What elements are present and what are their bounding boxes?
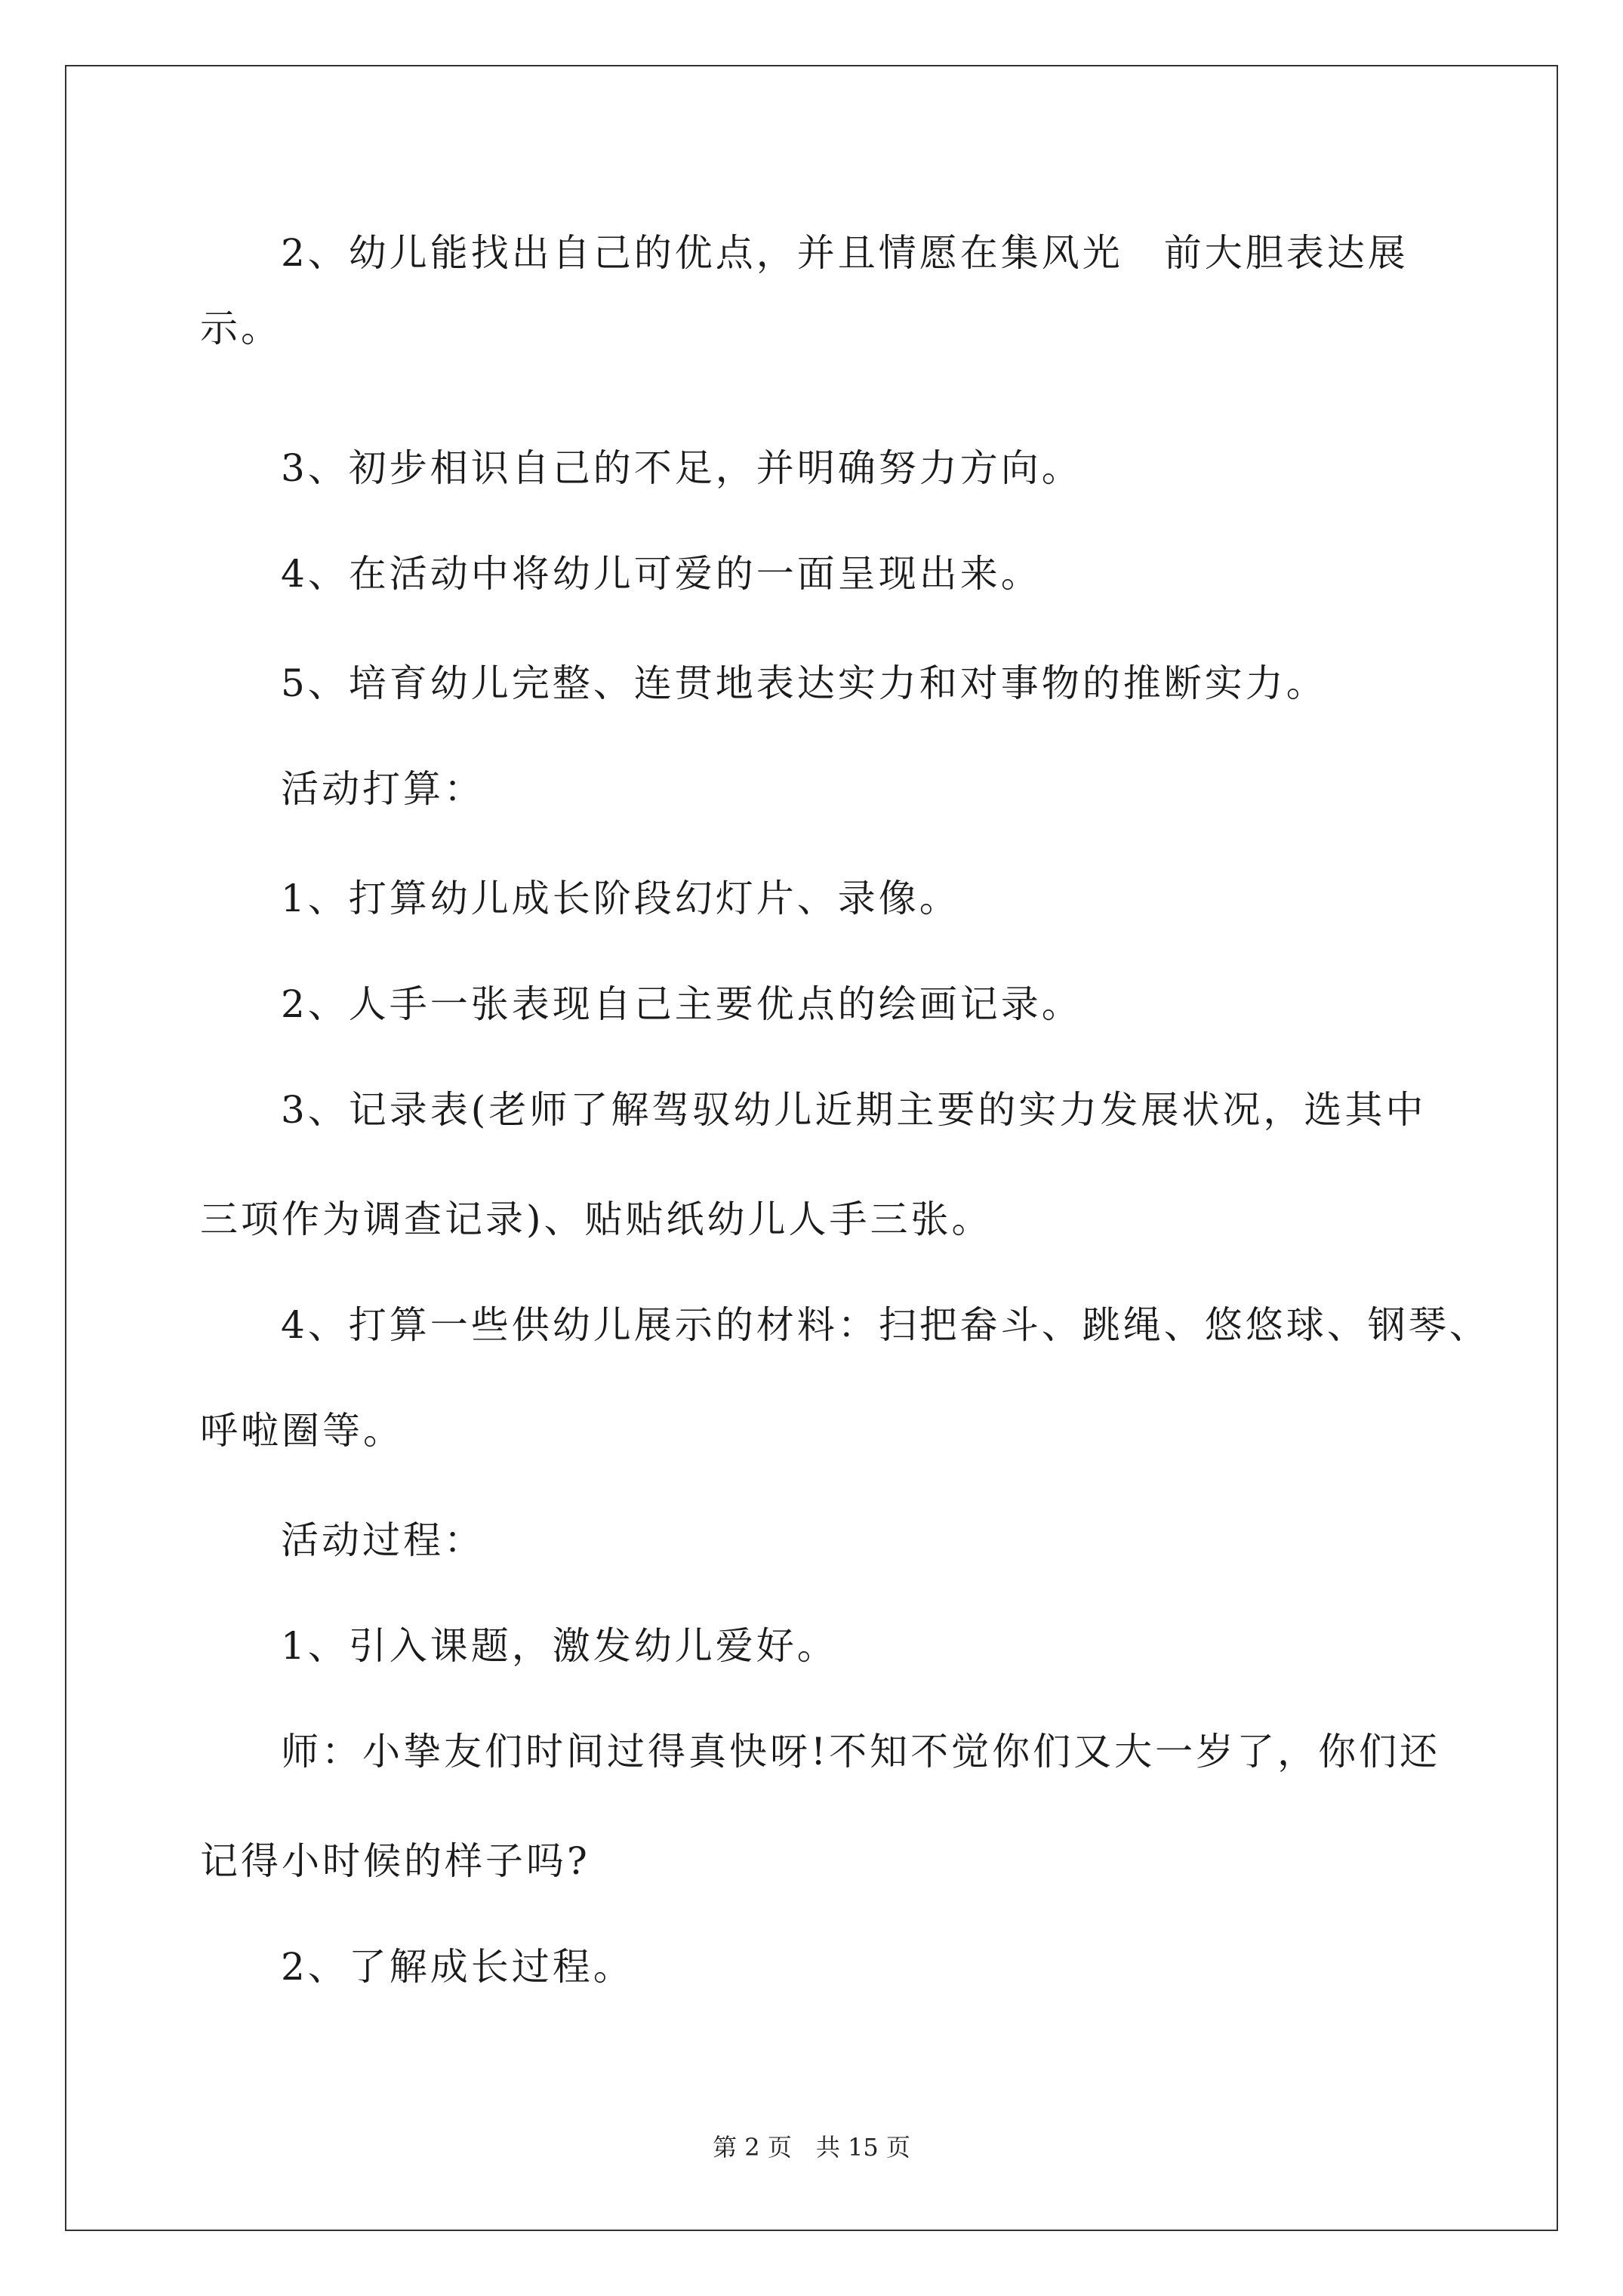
section-heading: 活动过程：	[281, 1518, 485, 1562]
paragraph-line: 4、打算一些供幼儿展示的材料：扫把畚斗、跳绳、悠悠球、钢琴、	[281, 1303, 1490, 1347]
paragraph-line: 4、在活动中将幼儿可爱的一面呈现出来。	[281, 552, 1042, 596]
paragraph-line: 2、了解成长过程。	[281, 1945, 634, 1989]
paragraph-line: 3、记录表(老师了解驾驭幼儿近期主要的实力发展状况，选其中	[281, 1088, 1427, 1132]
page-number: 第 2 页 共 15 页	[713, 2133, 910, 2162]
paragraph-line: 三项作为调查记录)、贴贴纸幼儿人手三张。	[200, 1197, 993, 1241]
paragraph-line: 记得小时候的样子吗?	[200, 1839, 590, 1883]
section-heading: 活动打算：	[281, 767, 485, 811]
paragraph-line: 师：小挚友们时间过得真快呀!不知不觉你们又大一岁了，你们还	[281, 1730, 1441, 1774]
paragraph-line: 呼啦圈等。	[200, 1409, 404, 1453]
paragraph-line: 5、培育幼儿完整、连贯地表达实力和对事物的推断实力。	[281, 661, 1327, 705]
paragraph-line: 2、幼儿能找出自己的优点，并且情愿在集风光 前大胆表达展	[281, 231, 1409, 275]
paragraph-line: 示。	[200, 307, 282, 350]
paragraph-line: 3、初步相识自己的不足，并明确努力方向。	[281, 446, 1083, 490]
paragraph-line: 2、人手一张表现自己主要优点的绘画记录。	[281, 982, 1083, 1026]
paragraph-line: 1、引入课题，激发幼儿爱好。	[281, 1624, 838, 1668]
page-border	[65, 65, 1558, 2231]
paragraph-line: 1、打算幼儿成长阶段幻灯片、录像。	[281, 877, 960, 920]
